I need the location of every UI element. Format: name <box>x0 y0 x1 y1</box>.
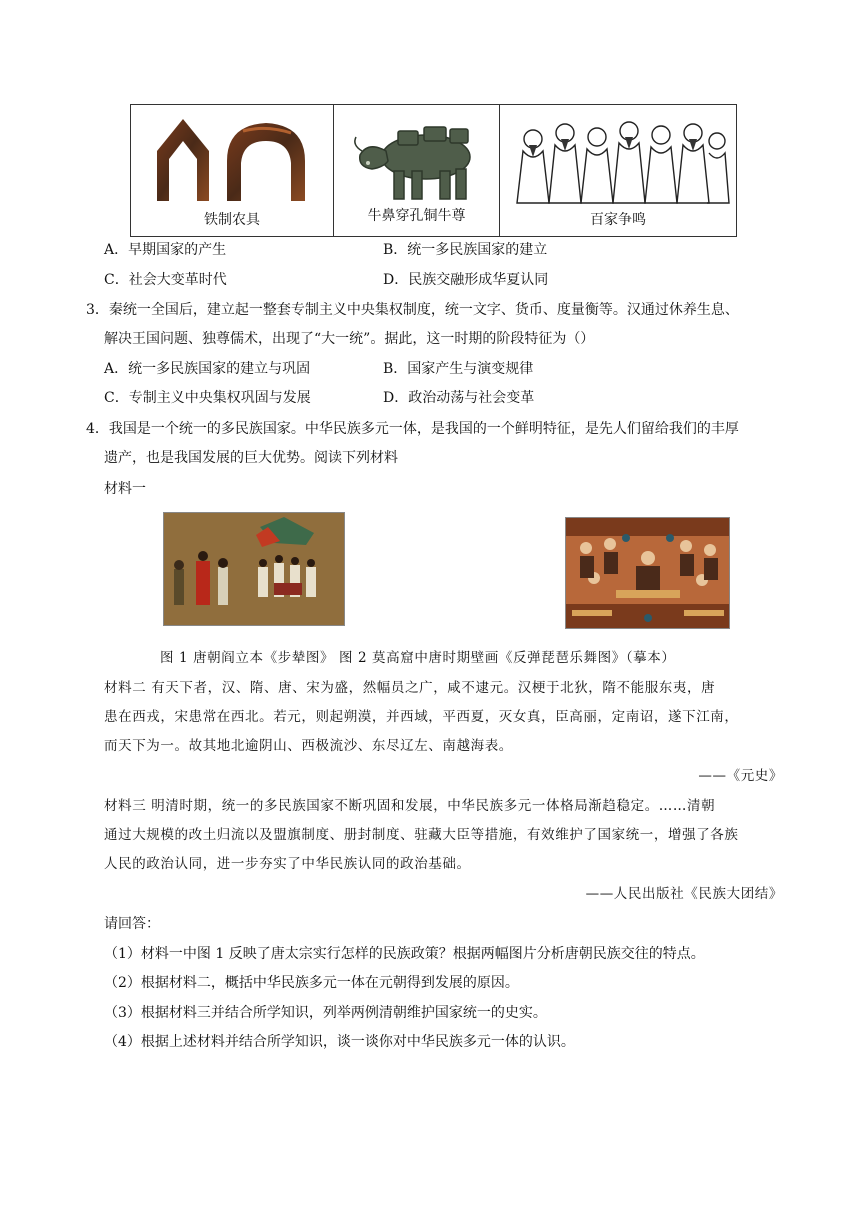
image-caption: 牛鼻穿孔铜牛尊 <box>367 208 466 224</box>
image-caption: 铁制农具 <box>204 212 260 228</box>
q2-option-b: B．统一多民族国家的建立 <box>383 242 548 258</box>
fantan-pipa-mural-icon <box>566 518 729 628</box>
q3-option-a: A．统一多民族国家的建立与巩固 <box>104 361 311 377</box>
q3-option-b: B．国家产生与演变规律 <box>383 361 534 377</box>
answer-prompt: 请回答： <box>104 916 160 932</box>
material-2-line3: 而天下为一。故其地北逾阴山、西极流沙、东尽辽左、南越海表。 <box>104 738 513 754</box>
painting-bunian-tu <box>163 512 345 626</box>
image-cell-bronze-ox <box>334 105 500 236</box>
q4-stem-line2: 遗产，也是我国发展的巨大优势。阅读下列材料 <box>104 450 398 466</box>
hundred-schools-sketch-icon <box>503 111 733 207</box>
q4-stem-line1: 4．我国是一个统一的多民族国家。中华民族多元一体，是我国的一个鲜明特征，是先人们留给我们的丰厚 <box>86 421 739 437</box>
iron-farm-tools-icon <box>131 111 331 211</box>
q2-option-c: C．社会大变革时代 <box>104 272 227 288</box>
q3-stem-line2: 解决王国问题、独尊儒术，出现了“大一统”。据此，这一时期的阶段特征为（） <box>104 331 595 347</box>
q3-option-c: C．专制主义中央集权巩固与发展 <box>104 390 311 406</box>
bronze-ox-zun-icon <box>338 111 498 207</box>
material-1-label: 材料一 <box>104 481 146 497</box>
material-3-line1: 材料三 明清时期，统一的多民族国家不断巩固和发展，中华民族多元一体格局渐趋稳定。……清朝 <box>104 798 716 814</box>
material-3-line3: 人民的政治认同，进一步夯实了中华民族认同的政治基础。 <box>104 856 471 872</box>
painting-fantan-pipa <box>565 517 730 629</box>
sub-question-2: （2）根据材料二，概括中华民族多元一体在元朝得到发展的原因。 <box>104 975 519 991</box>
q3-option-d: D．政治动荡与社会变革 <box>383 390 535 406</box>
sub-question-1: （1）材料一中图 1 反映了唐太宗实行怎样的民族政策？根据两幅图片分析唐朝民族交往的特点。 <box>104 946 705 962</box>
sub-question-3: （3）根据材料三并结合所学知识，列举两例清朝维护国家统一的史实。 <box>104 1005 547 1021</box>
material-3-line2: 通过大规模的改土归流以及盟旗制度、册封制度、驻藏大臣等措施，有效维护了国家统一，增强了各族 <box>104 827 739 843</box>
image-cell-hundred-schools <box>500 105 736 236</box>
q2-option-d: D．民族交融形成华夏认同 <box>383 272 549 288</box>
material-2-line2: 患在西戎，宋患常在西北。若元，则起朔漠，并西域，平西夏，灭女真，臣高丽，定南诏，遂下江南， <box>104 709 739 725</box>
material-2-source: ——《元史》 <box>698 768 783 784</box>
figure-captions: 图 1 唐朝阎立本《步辇图》 图 2 莫高窟中唐时期壁画《反弹琵琶乐舞图》（摹本） <box>160 650 676 666</box>
image-cell-iron-tools <box>131 105 334 236</box>
question2-image-table <box>130 104 737 237</box>
material-3-source: ——人民出版社《民族大团结》 <box>585 886 783 902</box>
q2-option-a: A．早期国家的产生 <box>104 242 227 258</box>
image-caption: 百家争鸣 <box>590 212 646 228</box>
bunian-painting-icon <box>164 513 344 625</box>
sub-question-4: （4）根据上述材料并结合所学知识，谈一谈你对中华民族多元一体的认识。 <box>104 1034 575 1050</box>
q3-stem-line1: 3．秦统一全国后，建立起一整套专制主义中央集权制度，统一文字、货币、度量衡等。汉通过休养生息、 <box>86 302 739 318</box>
material-2-line1: 材料二 有天下者，汉、隋、唐、宋为盛，然幅员之广，咸不逮元。汉梗于北狄，隋不能服东夷，唐 <box>104 680 716 696</box>
